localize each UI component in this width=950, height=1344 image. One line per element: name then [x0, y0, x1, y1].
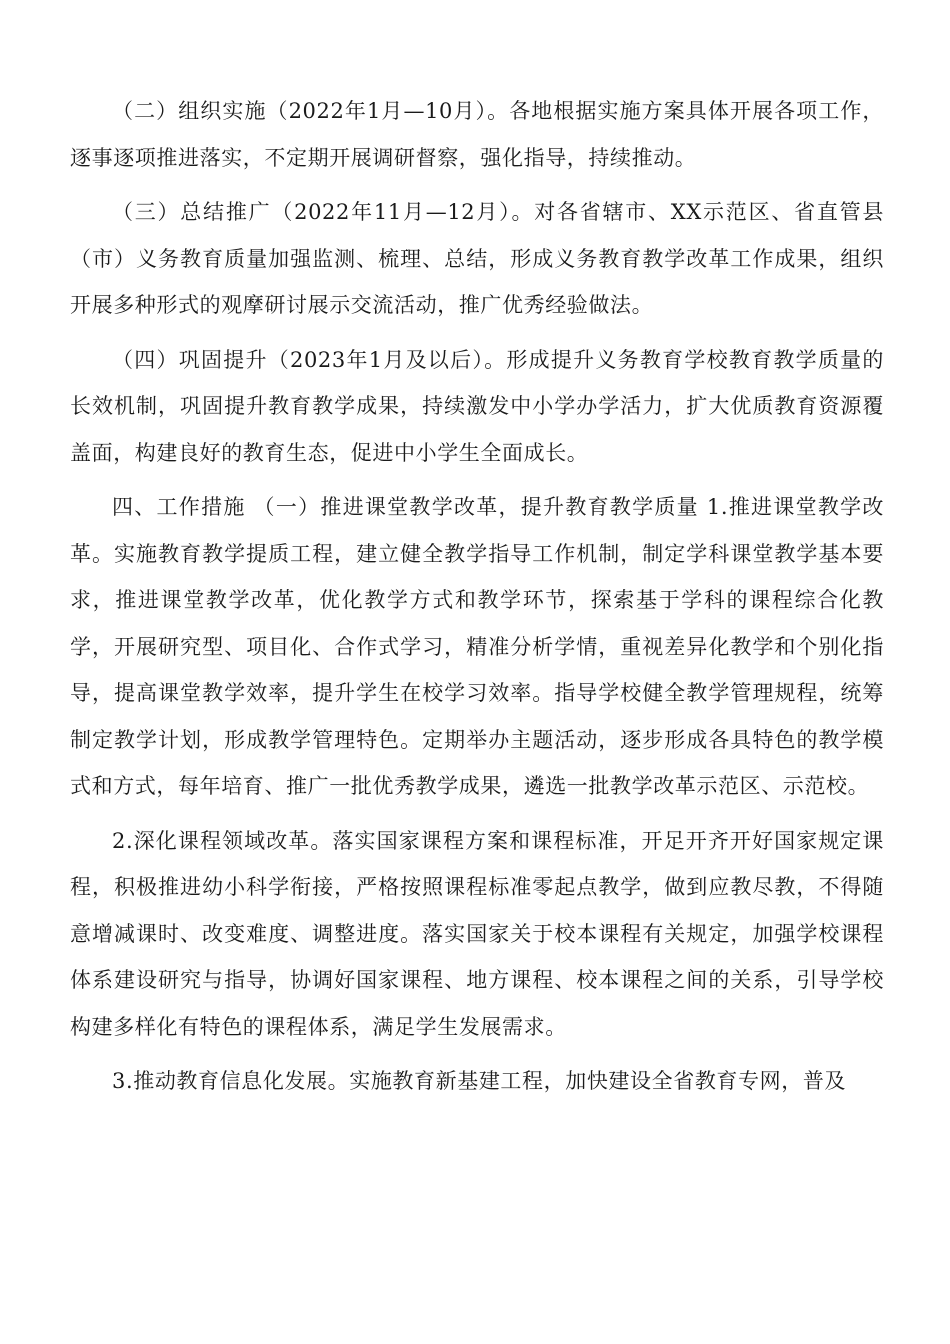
paragraph-consolidation: （四）巩固提升（2023年1月及以后）。形成提升义务教育学校教育教学质量的长效机制，巩固提升教育教学成果，持续激发中小学办学活力，扩大优质教育资源覆盖面，构建良好的教育生态，促进中小学生全面成长。 [70, 347, 884, 465]
paragraph-organize-implementation: （二）组织实施（2022年1月—10月）。各地根据实施方案具体开展各项工作，逐事逐项推进落实，不定期开展调研督察，强化指导，持续推动。 [70, 99, 884, 170]
paragraph-summary-promotion: （三）总结推广（2022年11月—12月）。对各省辖市、XX示范区、省直管县（市）义务教育质量加强监测、梳理、总结，形成义务教育教学改革工作成果，组织开展多种形式的观摩研讨展示交流活动，推广优秀经验做法。 [70, 200, 884, 317]
paragraph-work-measures: 四、工作措施 （一）推进课堂教学改革，提升教育教学质量 1.推进课堂教学改革。实施教育教学提质工程，建立健全教学指导工作机制，制定学科课堂教学基本要求，推进课堂教学改革，优化教学方式和教学环节，探索基于学科的课程综合化教学，开展研究型、项目化、合作式学习，精准分析学情，重视差异化教学和个别化指导，提高课堂教学效率，提升学生在校学习效率。指导学校健全教学管理规程，统筹制定教学计划，形成教学管理特色。定期举办主题活动，逐步形成各具特色的教学模式和方式，每年培育、推广一批优秀教学成果，遴选一批教学改革示范区、示范校。 [70, 495, 884, 798]
paragraph-curriculum-reform: 2.深化课程领域改革。落实国家课程方案和课程标准，开足开齐开好国家规定课程，积极推进幼小科学衔接，严格按照课程标准零起点教学，做到应教尽教，不得随意增减课时、改变难度、调整进度。落实国家关于校本课程有关规定，加强学校课程体系建设研究与指导，协调好国家课程、地方课程、校本课程之间的关系，引导学校构建多样化有特色的课程体系，满足学生发展需求。 [70, 828, 884, 1039]
document-page [70, 88, 884, 1113]
paragraph-education-informatization: 3.推动教育信息化发展。实施教育新基建工程，加快建设全省教育专网，普及 [112, 1069, 847, 1093]
